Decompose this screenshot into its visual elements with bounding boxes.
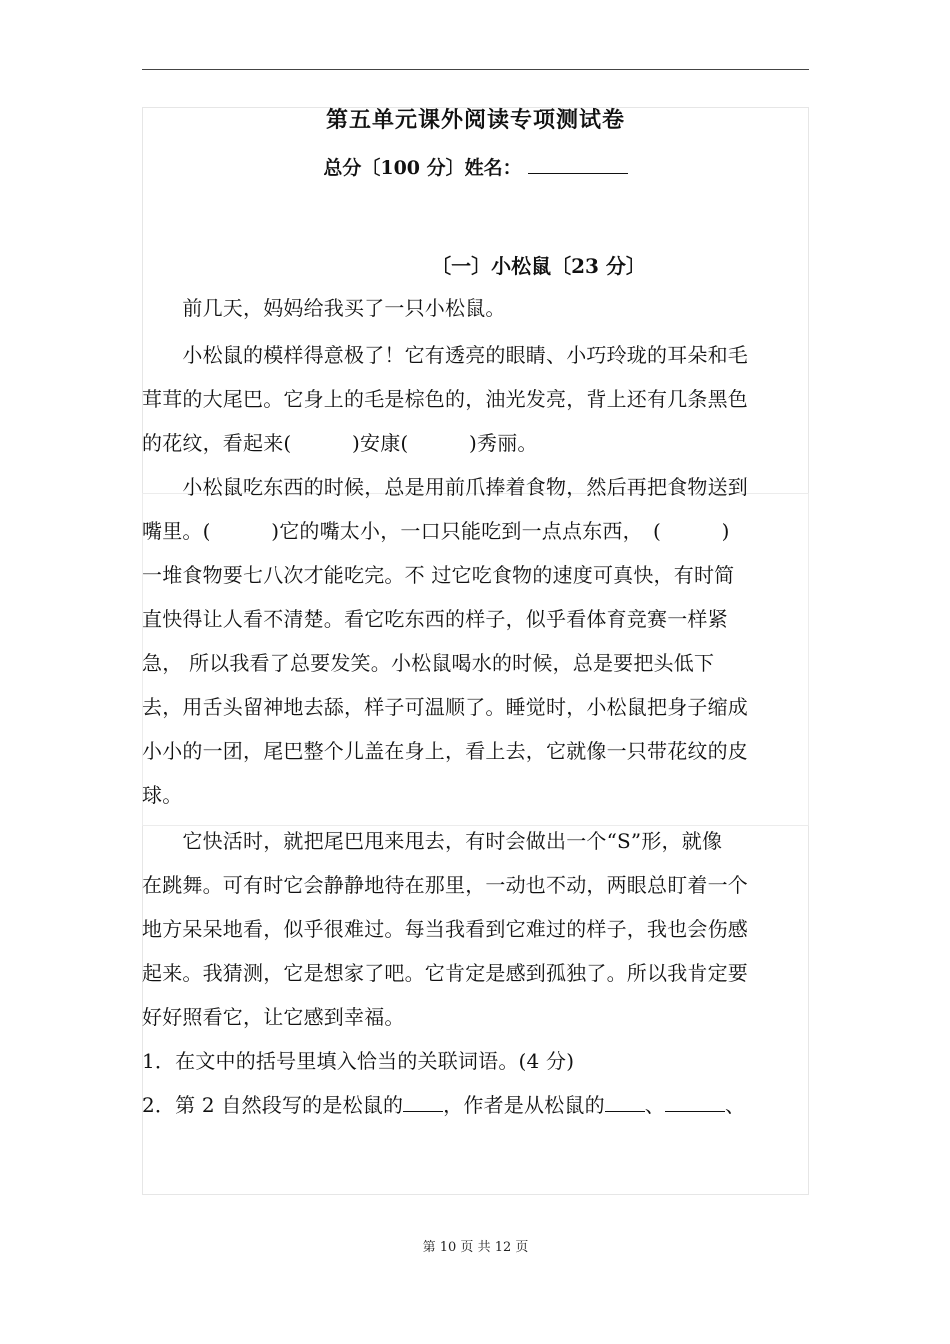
passage-line: 小松鼠吃东西的时候，总是用前爪捧着食物，然后再把食物送到 (142, 475, 748, 499)
passage-line: 小松鼠的模样得意极了！它有透亮的眼睛、小巧玲珑的耳朵和毛 (142, 343, 748, 367)
page-footer: 第 10 页 共 12 页 (422, 1240, 529, 1255)
passage-line: 地方呆呆地看，似乎很难过。每当我看到它难过的样子，我也会伤感 (142, 917, 748, 941)
passage-line: 直快得让人看不清楚。看它吃东西的样子，似乎看体育竞赛一样紧 (142, 607, 728, 631)
passage-line: 起来。我猜测，它是想家了吧。它肯定是感到孤独了。所以我肯定要 (142, 961, 748, 985)
passage-line: 的花纹，看起来( )安康( )秀丽。 (142, 431, 538, 455)
passage-line: 小小的一团，尾巴整个儿盖在身上，看上去，它就像一只带花纹的皮 (142, 739, 748, 763)
question-2 (142, 1089, 814, 1118)
passage-line: 去，用舌头留神地去舔，样子可温顺了。睡觉时，小松鼠把身子缩成 (142, 695, 748, 719)
question-1: 1．在文中的括号里填入恰当的关联词语。(4 分) (142, 1049, 575, 1073)
page-title: 第五单元课外阅读专项测试卷 (325, 107, 625, 133)
header-rule (142, 69, 809, 70)
passage-line: 好好照看它，让它感到幸福。 (142, 1005, 405, 1029)
q2-blank-1[interactable] (403, 1093, 443, 1112)
q2-text-3: 、 (644, 1093, 665, 1117)
q2-blank-2[interactable] (605, 1093, 645, 1112)
name-blank[interactable] (528, 153, 628, 174)
q2-text-1: 2．第 2 自然段写的是松鼠的 (142, 1093, 404, 1117)
passage-line: 前几天，妈妈给我买了一只小松鼠。 (142, 296, 506, 320)
score-name-line (142, 153, 809, 180)
q2-text-2: ，作者是从松鼠的 (443, 1093, 605, 1117)
passage-line: 嘴里。( )它的嘴太小，一口只能吃到一点点东西， ( ) (142, 519, 730, 543)
passage-line: 球。 (142, 783, 183, 807)
section-title: 〔一〕小松鼠〔23 分〕 (431, 254, 646, 278)
passage-line: 一堆食物要七八次才能吃完。不 过它吃食物的速度可真快，有时简 (142, 563, 735, 587)
q2-blank-3[interactable] (665, 1093, 725, 1112)
q2-text-4: 、 (724, 1093, 746, 1117)
passage-line: 在跳舞。可有时它会静静地待在那里，一动也不动，两眼总盯着一个 (142, 873, 748, 897)
score-label: 总分〔100 分〕姓名： (323, 157, 522, 179)
passage-line: 茸茸的大尾巴。它身上的毛是棕色的，油光发亮，背上还有几条黑色 (142, 387, 748, 411)
passage-line: 急， 所以我看了总要发笑。小松鼠喝水的时候，总是要把头低下 (142, 651, 715, 675)
passage-line: 它快活时，就把尾巴甩来甩去，有时会做出一个“S”形，就像 (142, 829, 723, 853)
